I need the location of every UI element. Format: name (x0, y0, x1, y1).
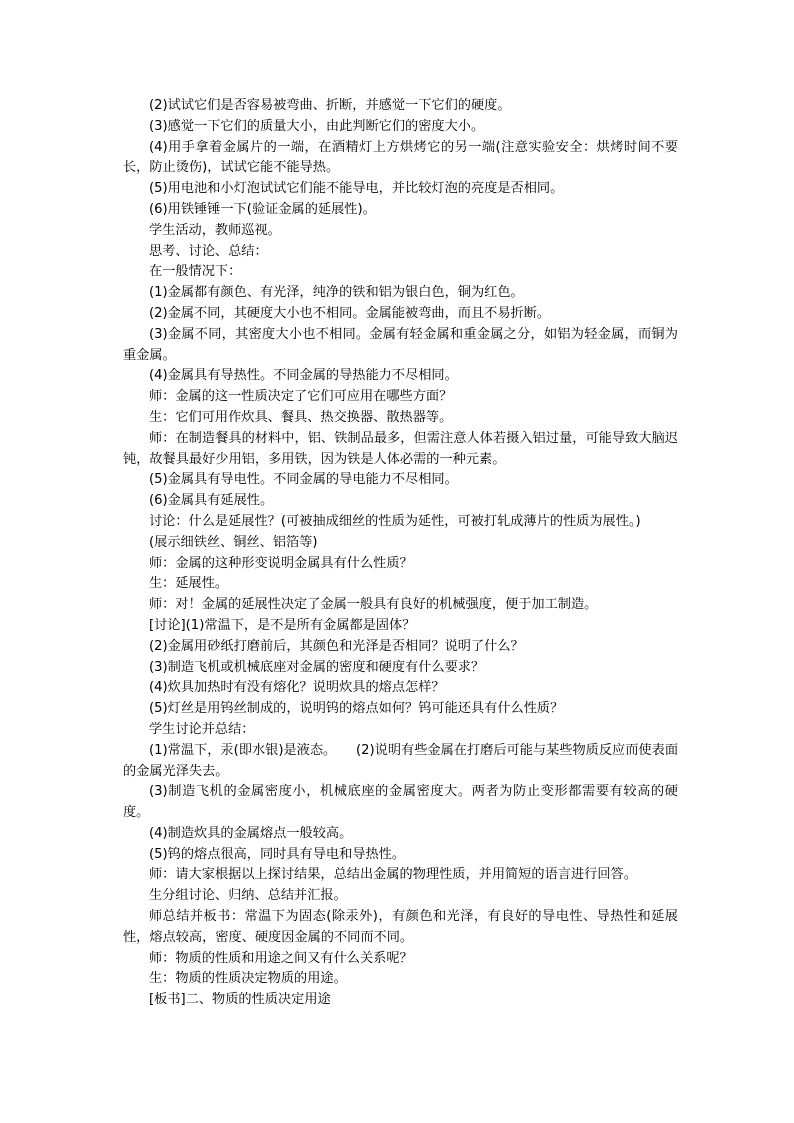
paragraph: (4)制造炊具的金属熔点一般较高。 (149, 825, 353, 841)
paragraph: (1)金属都有颜色、有光泽，纯净的铁和铝为银白色，铜为红色。 (149, 285, 524, 301)
paragraph: (1)常温下，汞(即水银)是液态。 (2)说明有些金属在打磨后可能与某些物质反应而使表面的金属光泽失去。 (123, 742, 678, 779)
paragraph: 学生活动，教师巡视。 (149, 222, 281, 238)
paragraph: (6)用铁锤锤一下(验证金属的延展性)。 (149, 201, 376, 217)
paragraph: (4)用手拿着金属片的一端，在酒精灯上方烘烤它的另一端(注意实验安全：烘烤时间不要长，防止烫伤)，试试它能不能导热。 (123, 139, 678, 176)
paragraph: (3)金属不同，其密度大小也不相同。金属有轻金属和重金属之分，如铝为轻金属，而铜为重金属。 (123, 326, 678, 363)
paragraph: 生：延展性。 (149, 576, 229, 592)
paragraph: 生分组讨论、归纳、总结并汇报。 (149, 888, 347, 904)
paragraph: (展示细铁丝、铜丝、铝箔等) (149, 534, 318, 550)
paragraph: 在一般情况下： (149, 264, 242, 280)
paragraph: [讨论](1)常温下，是不是所有金属都是固体？ (149, 617, 416, 633)
lesson-text-body (123, 96, 678, 1011)
paragraph: (3)感觉一下它们的质量大小，由此判断它们的密度大小。 (149, 118, 485, 134)
paragraph: 师：金属的这种形变说明金属具有什么性质？ (149, 555, 413, 571)
paragraph: (2)试试它们是否容易被弯曲、折断，并感觉一下它们的硬度。 (149, 98, 511, 113)
paragraph: (3)制造飞机的金属密度小，机械底座的金属密度大。两者为防止变形都需要有较高的硬度。 (123, 784, 678, 821)
paragraph: 生：物质的性质决定物质的用途。 (149, 971, 347, 987)
paragraph: (6)金属具有延展性。 (149, 493, 274, 509)
paragraph: (2)金属不同，其硬度大小也不相同。金属能被弯曲，而且不易折断。 (149, 305, 551, 321)
paragraph: (3)制造飞机或机械底座对金属的密度和硬度有什么要求？ (149, 659, 485, 675)
paragraph: 学生讨论并总结： (149, 721, 255, 737)
paragraph: [板书]二、物质的性质决定用途 (149, 992, 331, 1008)
paragraph: (5)钨的熔点很高，同时具有导电和导热性。 (149, 846, 406, 862)
paragraph: (5)灯丝是用钨丝制成的，说明钨的熔点如何？钨可能还具有什么性质？ (149, 701, 564, 717)
paragraph: (4)炊具加热时有没有熔化？说明炊具的熔点怎样？ (149, 680, 445, 696)
paragraph: (2)金属用砂纸打磨前后，其颜色和光泽是否相同？说明了什么？ (149, 638, 524, 654)
paragraph: 师：请大家根据以上探讨结果，总结出金属的物理性质，并用简短的语言进行回答。 (149, 867, 637, 883)
paragraph: (5)用电池和小灯泡试试它们能不能导电，并比较灯泡的亮度是否相同。 (149, 181, 564, 197)
paragraph: 师：金属的这一性质决定了它们可应用在哪些方面？ (149, 389, 453, 405)
paragraph: 生：它们可用作炊具、餐具、热交换器、散热器等。 (149, 409, 453, 425)
paragraph: 师总结并板书：常温下为固态(除汞外)，有颜色和光泽，有良好的导电性、导热性和延展性，熔点较高，密度、硬度因金属的不同而不同。 (123, 909, 678, 945)
paragraph: (5)金属具有导电性。不同金属的导电能力不尽相同。 (149, 472, 458, 488)
paragraph: 讨论：什么是延展性？(可被抽成细丝的性质为延性，可被打轧成薄片的性质为展性。) (149, 513, 641, 529)
paragraph: 师：物质的性质和用途之间又有什么关系呢？ (149, 950, 413, 966)
paragraph: 思考、讨论、总结： (149, 243, 268, 259)
paragraph: (4)金属具有导热性。不同金属的导热能力不尽相同。 (149, 368, 458, 384)
paragraph: 师：对！金属的延展性决定了金属一般具有良好的机械强度，便于加工制造。 (149, 597, 598, 613)
paragraph: 师：在制造餐具的材料中，铝、铁制品最多，但需注意人体若摄入铝过量，可能导致大脑迟钝，故餐具最好少用铝，多用铁，因为铁是人体必需的一种元素。 (123, 430, 678, 467)
